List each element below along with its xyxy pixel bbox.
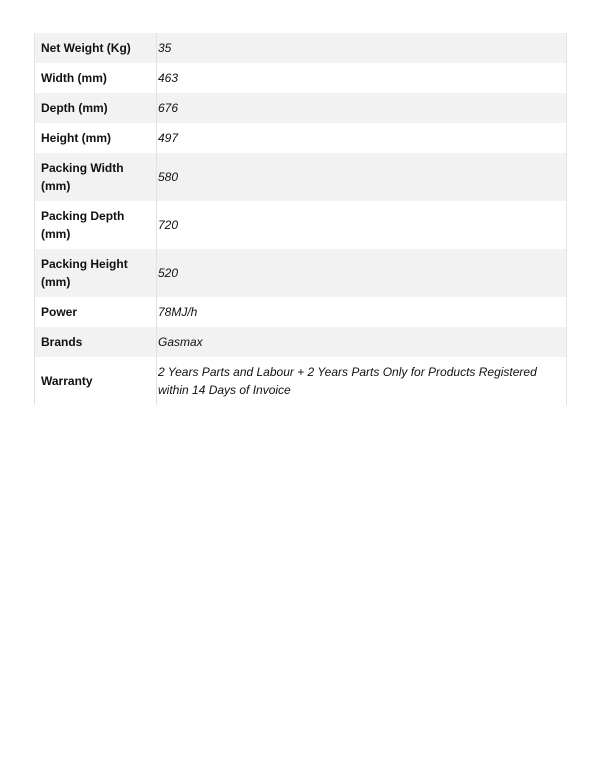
spec-value: 580 xyxy=(157,153,567,201)
spec-label: Brands xyxy=(35,327,157,357)
spec-label: Depth (mm) xyxy=(35,93,157,123)
spec-value: Gasmax xyxy=(157,327,567,357)
spec-value: 463 xyxy=(157,63,567,93)
spec-value: 78MJ/h xyxy=(157,297,567,327)
table-row xyxy=(35,123,567,153)
spec-label: Packing Width (mm) xyxy=(35,153,157,201)
table-row xyxy=(35,63,567,93)
spec-value: 520 xyxy=(157,249,567,297)
spec-value: 676 xyxy=(157,93,567,123)
spec-label: Warranty xyxy=(35,357,157,405)
table-row xyxy=(35,153,567,201)
table-row xyxy=(35,33,567,63)
spec-value: 720 xyxy=(157,201,567,249)
spec-label: Packing Height (mm) xyxy=(35,249,157,297)
table-row xyxy=(35,249,567,297)
table-row xyxy=(35,93,567,123)
spec-label: Height (mm) xyxy=(35,123,157,153)
table-row xyxy=(35,201,567,249)
spec-value: 35 xyxy=(157,33,567,63)
spec-value: 497 xyxy=(157,123,567,153)
spec-value: 2 Years Parts and Labour + 2 Years Parts Only for Products Registered within 14 Days of Invoice xyxy=(157,357,567,405)
spec-label: Packing Depth (mm) xyxy=(35,201,157,249)
spec-label: Width (mm) xyxy=(35,63,157,93)
spec-label: Power xyxy=(35,297,157,327)
table-row xyxy=(35,327,567,357)
table-row xyxy=(35,297,567,327)
specifications-table xyxy=(34,33,567,405)
table-row xyxy=(35,357,567,405)
spec-label: Net Weight (Kg) xyxy=(35,33,157,63)
